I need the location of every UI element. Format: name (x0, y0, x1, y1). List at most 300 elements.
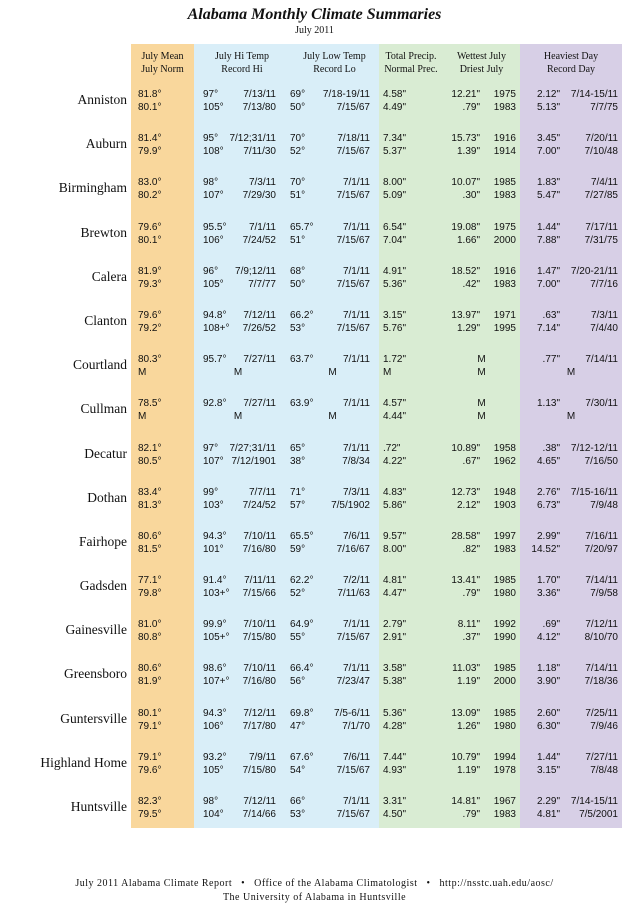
record-hi: 105+° (203, 632, 230, 644)
record-hi: 101° (203, 543, 224, 555)
wettest-year: 1985 (493, 707, 516, 719)
heaviest-day: 1.70" (536, 575, 560, 587)
normal-precip: 4.22" (383, 455, 407, 467)
wettest-year: 1985 (493, 177, 516, 189)
normal-precip: 7.04" (383, 234, 407, 246)
normal-precip: 4.28" (383, 720, 407, 732)
header-wettest (443, 50, 520, 76)
wettest-year: 1958 (493, 442, 516, 454)
july-low-temp: 70° (290, 133, 306, 145)
driest-july: M (477, 367, 486, 379)
record-low: 52° (290, 588, 306, 600)
record-hi: M (233, 367, 243, 379)
record-day: 3.36" (536, 588, 560, 600)
july-mean: 79.1° (138, 751, 162, 763)
record-day-date: 7/7/75 (590, 102, 618, 113)
wettest-year: 1992 (493, 619, 516, 631)
wettest-year: 1975 (493, 89, 516, 100)
record-day-date: 7/16/50 (584, 455, 618, 467)
wettest-year: 1985 (493, 663, 516, 675)
record-hi: 107° (203, 455, 224, 467)
july-norm: 80.5° (138, 455, 162, 467)
record-low: 52° (290, 146, 306, 158)
july-norm: 79.9° (138, 146, 162, 158)
record-hi-date: 7/15/80 (242, 632, 276, 644)
wettest-year: 1916 (493, 133, 516, 145)
record-hi: 104° (203, 809, 224, 820)
station-name: Gainesville (65, 622, 127, 638)
record-day-date: 7/8/48 (590, 764, 618, 776)
record-day: 4.81" (536, 809, 560, 820)
table-row (0, 436, 629, 480)
record-low-date: 7/5/1902 (331, 499, 370, 511)
driest-year: 1978 (493, 764, 516, 776)
record-low-date: 7/15/67 (336, 809, 370, 820)
total-precip: 8.00" (383, 177, 407, 189)
table-row (0, 745, 629, 789)
footer-report: July 2011 Alabama Climate Report (75, 878, 233, 889)
july-low-temp: 69° (290, 89, 306, 100)
station-name: Brewton (80, 224, 127, 240)
july-norm: 80.2° (138, 190, 162, 202)
heaviest-day: 1.47" (536, 265, 560, 277)
normal-precip: M (383, 367, 392, 379)
normal-precip: 8.00" (383, 543, 407, 555)
heaviest-day: 1.83" (536, 177, 560, 189)
driest-year: 1914 (493, 146, 516, 158)
record-low-date: 7/15/67 (336, 190, 370, 202)
record-day-date: 7/9/58 (590, 588, 618, 600)
wettest-july: M (477, 398, 486, 410)
normal-precip: 4.49" (383, 102, 407, 113)
wettest-july: 14.81" (451, 796, 480, 807)
july-norm: 79.5° (138, 809, 162, 820)
july-hi-date: 7/9/11 (248, 751, 276, 763)
heaviest-day: .69" (542, 619, 560, 631)
heaviest-day-date: 7/25/11 (585, 707, 618, 719)
record-hi-date: 7/24/52 (242, 234, 276, 246)
record-hi-date: 7/17/80 (242, 720, 276, 732)
july-low-temp: 65.7° (290, 221, 314, 233)
heaviest-day: 1.18" (536, 663, 560, 675)
record-low-date: 7/15/67 (336, 322, 370, 334)
july-hi-temp: 96° (203, 265, 219, 277)
heaviest-day-date: 7/17/11 (585, 221, 618, 233)
july-low-temp: 65° (290, 442, 306, 454)
normal-precip: 4.93" (383, 764, 407, 776)
header-precip-line1: Total Precip. (385, 51, 437, 62)
header-hi-line2: Record Hi (221, 64, 263, 75)
july-low-date: 7/6/11 (342, 530, 370, 542)
record-low: 50° (290, 278, 306, 290)
table-row (0, 656, 629, 700)
wettest-july: 10.89" (451, 442, 480, 454)
july-low-temp: 63.9° (290, 398, 314, 410)
july-mean: 78.5° (138, 398, 162, 410)
record-low: 38° (290, 455, 306, 467)
wettest-year: 1948 (493, 486, 516, 498)
record-low-date: 7/11/63 (337, 588, 370, 600)
record-hi: 106° (203, 234, 224, 246)
table-row (0, 170, 629, 214)
header-mean (131, 50, 194, 76)
july-norm: 81.9° (138, 676, 162, 688)
header-precip-line2: Normal Prec. (384, 64, 438, 75)
july-low-date: 7/5-6/11 (334, 707, 370, 719)
header-hi-line1: July Hi Temp (214, 51, 270, 62)
july-mean: 81.8° (138, 89, 162, 100)
header-lo-line2: Record Lo (313, 64, 356, 75)
july-low-temp: 69.8° (290, 707, 314, 719)
heaviest-day-date: 7/14-15/11 (570, 89, 618, 100)
july-norm: M (138, 411, 147, 423)
driest-year: 2000 (493, 234, 516, 246)
july-hi-temp: 99° (203, 486, 219, 498)
header-lo (290, 50, 379, 76)
footer-url[interactable]: http://nsstc.uah.edu/aosc/ (439, 878, 554, 889)
july-low-temp: 66.2° (290, 309, 314, 321)
heaviest-day-date: 7/14-15/11 (570, 796, 618, 807)
july-low-date: 7/18/11 (337, 133, 370, 145)
record-hi: 105° (203, 102, 224, 113)
july-mean: 77.1° (138, 575, 162, 587)
record-low-date: 7/15/67 (336, 632, 370, 644)
header-lo-line1: July Low Temp (303, 51, 366, 62)
july-hi-date: 7/12/11 (243, 707, 276, 719)
record-hi: 103+° (203, 588, 230, 600)
heaviest-day: .77" (542, 354, 560, 366)
wettest-july: 13.09" (451, 707, 480, 719)
july-low-temp: 63.7° (290, 354, 314, 366)
wettest-july: 18.52" (451, 265, 480, 277)
driest-year: 1903 (493, 499, 516, 511)
driest-july: 1.19" (456, 764, 480, 776)
total-precip: 6.54" (383, 221, 407, 233)
july-mean: 79.6° (138, 309, 162, 321)
header-heavy-line1: Heaviest Day (543, 51, 599, 62)
driest-july: .82" (462, 543, 480, 555)
record-hi-date: 7/15/80 (242, 764, 276, 776)
record-day: M (566, 367, 576, 379)
record-low-date: 7/1/70 (342, 720, 370, 732)
july-low-temp: 64.9° (290, 619, 314, 631)
wettest-july: 11.03" (452, 663, 480, 675)
header-heavy (520, 50, 622, 76)
july-hi-temp: 92.8° (203, 398, 227, 410)
heaviest-day: 2.99" (536, 530, 560, 542)
record-day: 7.88" (536, 234, 560, 246)
record-day-date: 7/20/97 (584, 543, 618, 555)
normal-precip: 2.91" (383, 632, 407, 644)
july-mean: 80.6° (138, 530, 162, 542)
heaviest-day-date: 7/30/11 (585, 398, 618, 410)
station-name: Guntersville (60, 710, 127, 726)
station-name: Auburn (85, 136, 127, 152)
header-hi (194, 50, 290, 76)
record-low-date: 7/15/67 (336, 278, 370, 290)
total-precip: 4.57" (383, 398, 407, 410)
july-mean: 82.3° (138, 796, 162, 807)
normal-precip: 4.44" (383, 411, 407, 423)
footer-separator: • (426, 878, 431, 889)
record-day: 6.30" (536, 720, 560, 732)
july-mean: 83.0° (138, 177, 162, 189)
heaviest-day: 1.44" (536, 221, 560, 233)
record-day-date: 7/27/85 (584, 190, 618, 202)
record-low: 59° (290, 543, 306, 555)
station-name: Anniston (77, 92, 127, 107)
july-hi-temp: 94.3° (203, 530, 227, 542)
heaviest-day-date: 7/15-16/11 (570, 486, 618, 498)
table-row (0, 215, 629, 259)
july-mean: 80.1° (138, 707, 162, 719)
july-mean: 80.3° (138, 354, 162, 366)
footer-university: The University of Alabama in Huntsville (222, 892, 407, 903)
heaviest-day: 1.44" (536, 751, 560, 763)
july-low-temp: 66.4° (290, 663, 314, 675)
july-mean: 81.9° (138, 265, 162, 277)
wettest-july: M (477, 354, 486, 366)
record-hi-date: 7/11/30 (243, 146, 276, 158)
table-row (0, 82, 629, 126)
july-mean: 83.4° (138, 486, 162, 498)
wettest-year: 1967 (493, 796, 516, 807)
heaviest-day-date: 7/4/11 (590, 177, 618, 189)
driest-july: .79" (462, 102, 480, 113)
record-low: 56° (290, 676, 306, 688)
record-day: 5.13" (536, 102, 560, 113)
july-low-date: 7/1/11 (342, 309, 370, 321)
driest-year: 1980 (493, 588, 516, 600)
july-low-date: 7/1/11 (342, 398, 370, 410)
table-row (0, 347, 629, 391)
record-day-date: 7/31/75 (584, 234, 618, 246)
record-hi: 103° (203, 499, 224, 511)
july-hi-temp: 98.6° (203, 663, 227, 675)
july-hi-temp: 97° (203, 442, 219, 454)
heaviest-day-date: 7/14/11 (585, 354, 618, 366)
header-precip (379, 50, 443, 76)
station-name: Cullman (80, 401, 127, 417)
heaviest-day: 2.60" (536, 707, 560, 719)
record-hi-date: 7/29/30 (242, 190, 276, 202)
heaviest-day: .63" (542, 309, 560, 321)
total-precip: .72" (383, 442, 401, 454)
heaviest-day-date: 7/16/11 (585, 530, 618, 542)
july-hi-date: 7/13/11 (243, 89, 276, 100)
july-norm: 79.1° (138, 720, 162, 732)
record-low-date: 7/16/67 (336, 543, 370, 555)
total-precip: 4.58" (383, 89, 407, 100)
table-row (0, 612, 629, 656)
driest-year: 2000 (493, 676, 516, 688)
footer-separator: • (241, 878, 246, 889)
july-norm: 79.2° (138, 322, 162, 334)
page-title: Alabama Monthly Climate Summaries (187, 6, 442, 23)
footer-office: Office of the Alabama Climatologist (254, 878, 418, 889)
driest-july: .79" (462, 588, 480, 600)
heaviest-day-date: 7/14/11 (585, 663, 618, 675)
normal-precip: 4.50" (383, 809, 407, 820)
record-hi-date: 7/13/80 (242, 102, 276, 113)
record-low: 53° (290, 809, 306, 820)
july-norm: 80.1° (138, 234, 162, 246)
july-hi-date: 7/9;12/11 (235, 265, 276, 277)
heaviest-day: 3.45" (536, 133, 560, 145)
record-low-date: 7/8/34 (342, 455, 370, 467)
record-low: 54° (290, 764, 306, 776)
driest-july: .67" (462, 455, 480, 467)
july-low-temp: 68° (290, 265, 306, 277)
july-hi-date: 7/10/11 (243, 663, 276, 675)
driest-year: 1983 (493, 190, 516, 202)
wettest-july: 10.79" (451, 751, 480, 763)
driest-year: 1983 (493, 102, 516, 113)
record-hi-date: 7/16/80 (242, 543, 276, 555)
table-row (0, 701, 629, 745)
record-day: 4.65" (536, 455, 560, 467)
record-low-date: 7/23/47 (336, 676, 370, 688)
record-hi: 107+° (203, 676, 230, 688)
record-low: 55° (290, 632, 306, 644)
header-heavy-line2: Record Day (546, 64, 596, 75)
station-name: Courtland (73, 357, 127, 373)
record-hi-date: 7/7/77 (248, 278, 276, 290)
record-low-date: 7/15/67 (336, 234, 370, 246)
table-row (0, 391, 629, 435)
driest-july: .30" (462, 190, 480, 202)
july-low-date: 7/1/11 (342, 619, 370, 631)
driest-july: 1.26" (456, 720, 480, 732)
record-hi-date: 7/26/52 (242, 322, 276, 334)
record-day-date: 7/10/48 (584, 146, 618, 158)
station-name: Decatur (84, 445, 127, 461)
total-precip: 3.15" (383, 309, 407, 321)
july-norm: 81.5° (138, 543, 162, 555)
heaviest-day: 2.76" (536, 486, 560, 498)
wettest-july: 13.41" (451, 575, 480, 587)
heaviest-day-date: 7/20/11 (585, 133, 618, 145)
record-low: 57° (290, 499, 306, 511)
july-hi-date: 7/27;31/11 (229, 442, 276, 454)
july-low-date: 7/3/11 (342, 486, 370, 498)
driest-year: 1962 (493, 455, 516, 467)
july-low-date: 7/18-19/11 (322, 89, 370, 100)
july-hi-temp: 98° (203, 177, 219, 189)
record-day: 7.00" (536, 278, 560, 290)
normal-precip: 5.36" (383, 278, 407, 290)
july-norm: 79.3° (138, 278, 162, 290)
july-low-temp: 66° (290, 796, 306, 807)
july-hi-date: 7/10/11 (243, 619, 276, 631)
table-row (0, 480, 629, 524)
wettest-july: 28.58" (451, 530, 480, 542)
record-low-date: 7/15/67 (336, 102, 370, 113)
total-precip: 4.83" (383, 486, 407, 498)
july-low-date: 7/2/11 (342, 575, 370, 587)
footer-line (0, 878, 629, 889)
july-mean: 79.6° (138, 221, 162, 233)
heaviest-day-date: 7/12/11 (585, 619, 618, 631)
july-hi-temp: 94.3° (203, 707, 227, 719)
july-low-date: 7/1/11 (342, 265, 370, 277)
record-low: 53° (290, 322, 306, 334)
driest-july: .79" (462, 809, 480, 820)
july-low-date: 7/1/11 (342, 354, 370, 366)
record-day: 7.14" (536, 322, 560, 334)
total-precip: 3.58" (383, 663, 407, 675)
wettest-year: 1994 (493, 751, 516, 763)
record-day: 3.15" (536, 764, 560, 776)
july-hi-temp: 94.8° (203, 309, 227, 321)
july-norm: 79.8° (138, 588, 162, 600)
july-hi-date: 7/11/11 (244, 575, 276, 587)
header-wettest-line2: Driest July (459, 64, 504, 75)
table-row (0, 524, 629, 568)
heaviest-day: 2.29" (536, 796, 560, 807)
driest-year: 1983 (493, 809, 516, 820)
heaviest-day-date: 7/14/11 (585, 575, 618, 587)
record-hi: 108+° (203, 322, 230, 334)
record-low-date: 7/15/67 (336, 146, 370, 158)
record-hi-date: 7/24/52 (242, 499, 276, 511)
record-low: M (328, 367, 337, 379)
total-precip: 1.72" (383, 354, 407, 366)
station-name: Huntsville (70, 799, 127, 814)
wettest-year: 1916 (493, 265, 516, 277)
header-mean-line1: July Mean (141, 51, 184, 62)
record-day-date: 7/18/36 (584, 676, 618, 688)
record-day: 5.47" (536, 190, 560, 202)
driest-july: 1.29" (456, 322, 480, 334)
driest-july: M (477, 411, 486, 423)
july-low-temp: 65.5° (290, 530, 314, 542)
station-name: Highland Home (40, 754, 127, 770)
july-hi-temp: 95° (203, 133, 219, 145)
record-low: 47° (290, 720, 306, 732)
wettest-year: 1971 (493, 309, 516, 321)
july-norm: 80.1° (138, 102, 162, 113)
july-hi-date: 7/12/11 (243, 309, 276, 321)
total-precip: 9.57" (383, 530, 407, 542)
station-name: Birmingham (58, 180, 127, 196)
header-mean-line2: July Norm (141, 64, 184, 75)
normal-precip: 4.47" (383, 588, 407, 600)
record-hi-date: 7/12/1901 (231, 455, 276, 467)
total-precip: 4.91" (383, 265, 407, 277)
total-precip: 3.31" (383, 796, 407, 807)
record-day-date: 7/7/16 (590, 278, 618, 290)
total-precip: 7.34" (383, 133, 407, 145)
heaviest-day: 2.12" (536, 89, 560, 100)
table-row (0, 259, 629, 303)
driest-july: 1.39" (456, 146, 480, 158)
july-norm: 79.6° (138, 764, 162, 776)
record-low: 50° (290, 102, 306, 113)
july-low-date: 7/6/11 (342, 751, 370, 763)
wettest-july: 12.21" (451, 89, 480, 100)
driest-july: 1.66" (456, 234, 480, 246)
header-wettest-line1: Wettest July (457, 51, 506, 62)
july-mean: 80.6° (138, 663, 162, 675)
july-low-temp: 71° (290, 486, 306, 498)
heaviest-day-date: 7/20-21/11 (570, 265, 618, 277)
normal-precip: 5.37" (383, 146, 407, 158)
heaviest-day-date: 7/12-12/11 (570, 442, 618, 454)
wettest-year: 1985 (493, 575, 516, 587)
table-row (0, 789, 629, 833)
july-low-temp: 62.2° (290, 575, 314, 587)
